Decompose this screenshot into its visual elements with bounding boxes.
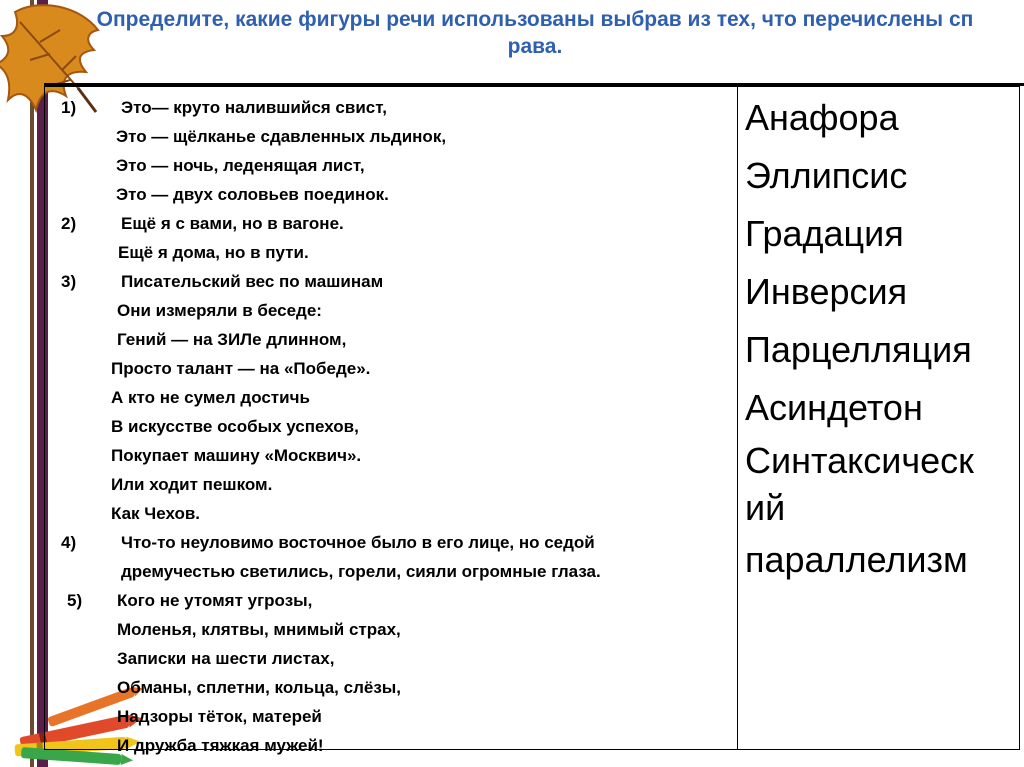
poem-line [55, 180, 725, 209]
term-item: Инверсия [745, 271, 908, 312]
item-number: 1) [61, 98, 77, 117]
poem-line [55, 731, 725, 760]
poem-line-text: Что-то неуловимо восточное было в его лице, но седой [121, 533, 595, 552]
poem-line-text: дремучестью светились, горели, сияли огромные глаза. [121, 562, 601, 581]
title-line-2: рава. [507, 35, 563, 58]
poem-line [55, 122, 725, 151]
poem-line-text: И дружба тяжкая мужей! [117, 736, 324, 755]
term-item: Анафора [745, 97, 899, 138]
poem-line [55, 702, 725, 731]
poem-line-text: Ещё я с вами, но в вагоне. [121, 214, 344, 233]
poem-line-text: Или ходит пешком. [111, 475, 273, 494]
poem-line [55, 586, 725, 615]
poem-line [55, 209, 725, 238]
poem-line [55, 383, 725, 412]
term-item: Эллипсис [745, 155, 908, 196]
poem-line [55, 673, 725, 702]
poem-line-text: Гений — на ЗИЛе длинном, [117, 330, 347, 349]
item-number: 4) [61, 533, 77, 552]
poem-line [55, 470, 725, 499]
poem-line-text: Как Чехов. [111, 504, 201, 523]
poem-line [55, 325, 725, 354]
poem-line [55, 412, 725, 441]
title-line-1: Определите, какие фигуры речи использованы выбрав из тех, что перечислены сп [96, 8, 974, 31]
poem-line [55, 615, 725, 644]
item-number: 5) [67, 591, 83, 610]
poem-line [55, 151, 725, 180]
content-table [44, 86, 1020, 755]
poem-line-text: Просто талант — на «Победе». [111, 359, 371, 378]
poem-line-text: Они измеряли в беседе: [117, 301, 322, 320]
item-number: 2) [61, 214, 77, 233]
terms-column [745, 89, 1015, 589]
poem-line [55, 557, 725, 586]
poem-line [55, 296, 725, 325]
term-item: Градация [745, 213, 904, 254]
term-item: параллелизм [745, 539, 968, 580]
poem-line-text: Кого не утомят угрозы, [117, 591, 313, 610]
poem-line-text: Это— круто налившийся свист, [121, 98, 388, 117]
poem-line-text: Это — щёлканье сдавленных льдинок, [116, 127, 447, 146]
poem-line [55, 238, 725, 267]
poem-line-text: Покупает машину «Москвич». [111, 446, 362, 465]
poem-line-text: Записки на шести листах, [117, 649, 335, 668]
term-item: Асиндетон [745, 387, 923, 428]
poem-line [55, 528, 725, 557]
poem-line [55, 644, 725, 673]
poem-line-text: Это — двух соловьев поединок. [116, 185, 389, 204]
poem-line-text: Моленья, клятвы, мнимый страх, [117, 620, 401, 639]
poem-line [55, 499, 725, 528]
poem-line-text: Обманы, сплетни, кольца, слёзы, [117, 678, 402, 697]
term-item: Синтаксическ ий [745, 440, 974, 528]
poem-line-text: А кто не сумел достичь [111, 388, 310, 407]
slide-title [60, 6, 1010, 60]
poem-line [55, 267, 725, 296]
poem-line-text: Надзоры тёток, матерей [117, 707, 322, 726]
poem-line [55, 354, 725, 383]
poem-line-text: Это — ночь, леденящая лист, [116, 156, 365, 175]
examples-column [55, 93, 725, 760]
poem-line-text: Писательский вес по машинам [121, 272, 384, 291]
column-divider [737, 87, 738, 749]
poem-line [55, 441, 725, 470]
item-number: 3) [61, 272, 77, 291]
poem-line-text: Ещё я дома, но в пути. [118, 243, 309, 262]
term-item: Парцелляция [745, 329, 972, 370]
poem-line-text: В искусстве особых успехов, [111, 417, 359, 436]
poem-line [55, 93, 725, 122]
